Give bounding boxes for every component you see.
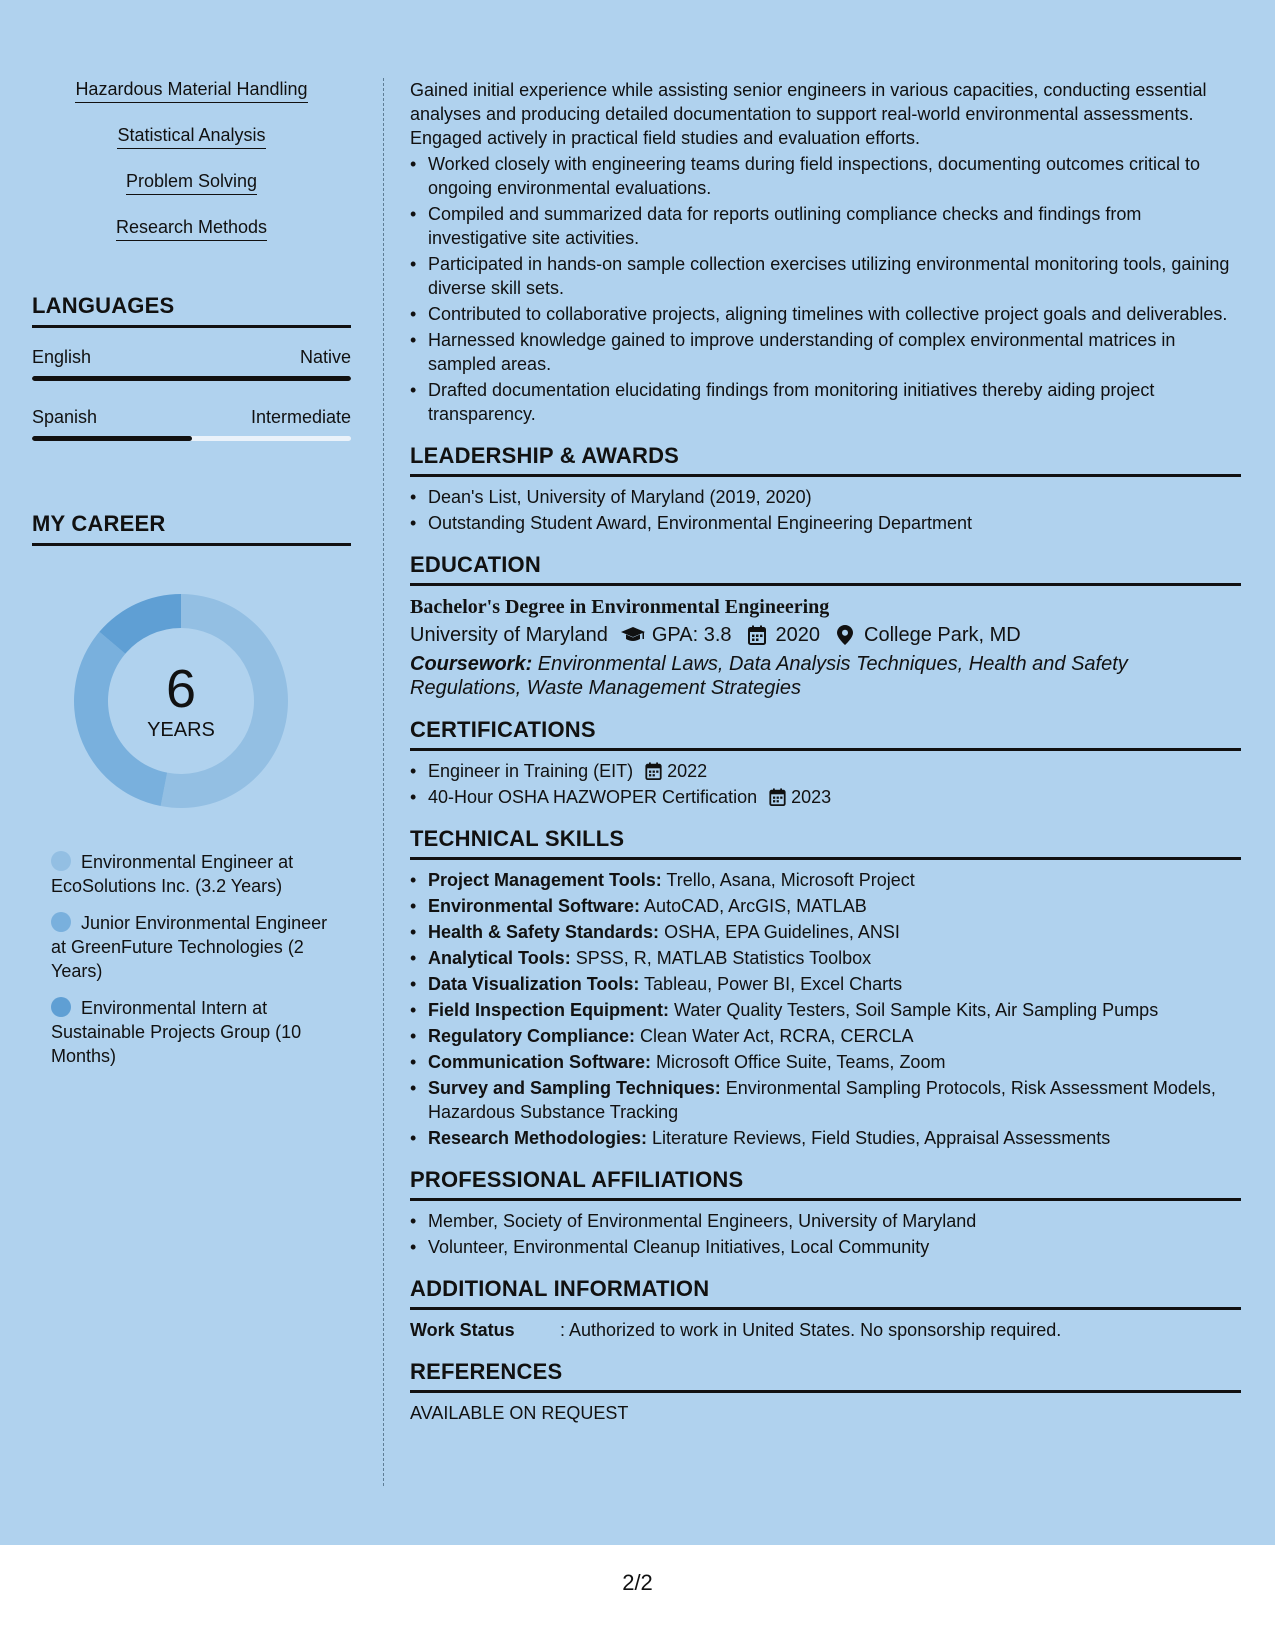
- list-item: • Member, Society of Environmental Engineers, University of Maryland: [410, 1209, 1241, 1233]
- experience-bullets: [410, 152, 1241, 426]
- list-item: [410, 785, 1241, 809]
- list-item: • Worked closely with engineering teams during field inspections, documenting outcomes critical to ongoing environmental evaluations.: [410, 152, 1241, 200]
- list-item: [410, 920, 1241, 944]
- affiliations-heading: PROFESSIONAL AFFILIATIONS: [410, 1166, 1241, 1201]
- list-item: • Compiled and summarized data for reports outlining compliance checks and findings from investigative site activities.: [410, 202, 1241, 250]
- references-heading: REFERENCES: [410, 1358, 1241, 1393]
- leadership-heading: LEADERSHIP & AWARDS: [410, 442, 1241, 477]
- skill-values: Water Quality Testers, Soil Sample Kits, Air Sampling Pumps: [669, 1000, 1159, 1020]
- coursework-text: Environmental Laws, Data Analysis Techniques, Health and Safety Regulations, Waste Management Strategies: [410, 653, 1128, 699]
- career-legend-item: [51, 996, 341, 1068]
- education-year: 2020: [775, 624, 821, 646]
- skill-values: Trello, Asana, Microsoft Project: [661, 870, 915, 890]
- certifications-list: [410, 759, 1241, 809]
- language-item: [32, 407, 351, 441]
- language-proficiency-fill: [32, 436, 192, 441]
- skill-category: Field Inspection Equipment:: [428, 1000, 670, 1020]
- page-footer: [0, 1545, 1275, 1650]
- career-legend-text: Junior Environmental Engineer at GreenFuture Technologies (2 Years): [51, 913, 328, 981]
- donut-center: [66, 586, 296, 816]
- references-text: AVAILABLE ON REQUEST: [410, 1403, 629, 1423]
- certification-name: • 40-Hour OSHA HAZWOPER Certification: [428, 787, 758, 807]
- language-item: [32, 347, 351, 381]
- language-level: Intermediate: [250, 407, 351, 427]
- language-proficiency-fill: [32, 376, 351, 381]
- skill-category: Project Management Tools:: [428, 870, 662, 890]
- skill-category: Data Visualization Tools:: [428, 974, 640, 994]
- experience-summary: Gained initial experience while assisting senior engineers in various capacities, conducting essential analyses and producing detailed documentation to support real-world environmental assessments. Engaged actively in practical field studies and evaluation efforts.: [410, 80, 1207, 148]
- skill-tags: [32, 78, 351, 262]
- education-location: College Park, MD: [864, 624, 1021, 646]
- calendar-icon: [769, 788, 787, 806]
- coursework-label: Coursework:: [410, 653, 533, 675]
- education-degree: Bachelor's Degree in Environmental Engineering: [410, 596, 830, 618]
- technical-skills-list: [410, 868, 1241, 1150]
- location-pin-icon: [832, 625, 858, 645]
- left-column: [32, 78, 351, 1081]
- list-item: • Participated in hands-on sample collection exercises utilizing environmental monitoring tools, gaining diverse skill sets.: [410, 252, 1241, 300]
- skill-values: Environmental Sampling Protocols, Risk Assessment Models, Hazardous Substance Tracking: [428, 1078, 1216, 1122]
- work-status-value: : Authorized to work in United States. No sponsorship required.: [560, 1320, 1062, 1340]
- list-item: [410, 1076, 1241, 1124]
- career-legend-text: Environmental Engineer at EcoSolutions Inc. (3.2 Years): [51, 852, 294, 896]
- work-status-row: [410, 1318, 1241, 1342]
- legend-dot: [51, 997, 71, 1017]
- affiliations-list: [410, 1209, 1241, 1259]
- education-gpa: GPA: 3.8: [651, 624, 732, 646]
- skill-tag: Problem Solving: [126, 170, 257, 195]
- education-school: University of Maryland: [410, 624, 608, 646]
- career-heading: MY CAREER: [32, 511, 351, 546]
- additional-info-heading: ADDITIONAL INFORMATION: [410, 1275, 1241, 1310]
- technical-skills-heading: TECHNICAL SKILLS: [410, 825, 1241, 860]
- skill-category: Communication Software:: [428, 1052, 652, 1072]
- skill-values: OSHA, EPA Guidelines, ANSI: [659, 922, 900, 942]
- skill-category: Health & Safety Standards:: [428, 922, 660, 942]
- skill-values: Clean Water Act, RCRA, CERCLA: [635, 1026, 914, 1046]
- career-donut-chart: [66, 586, 296, 816]
- list-item: • Harnessed knowledge gained to improve understanding of complex environmental matrices in sampled areas.: [410, 328, 1241, 376]
- languages-heading: LANGUAGES: [32, 293, 351, 328]
- certification-year: 2022: [667, 761, 708, 781]
- language-name: Spanish: [32, 407, 98, 427]
- skill-category: Survey and Sampling Techniques:: [428, 1078, 721, 1098]
- career-legend-text: Environmental Intern at Sustainable Projects Group (10 Months): [51, 998, 302, 1066]
- list-item: [410, 1050, 1241, 1074]
- list-item: [410, 998, 1241, 1022]
- language-name: English: [32, 347, 92, 367]
- list-item: [410, 894, 1241, 918]
- career-section: [32, 511, 351, 1068]
- list-item: [410, 1024, 1241, 1048]
- skill-tag: Research Methods: [116, 216, 267, 241]
- skill-category: Analytical Tools:: [428, 948, 571, 968]
- skill-tag: Statistical Analysis: [117, 124, 265, 149]
- work-status-label: Work Status: [410, 1320, 515, 1340]
- skill-category: Regulatory Compliance:: [428, 1026, 636, 1046]
- career-legend-item: [51, 911, 341, 983]
- languages-section: [32, 293, 351, 441]
- skill-values: Literature Reviews, Field Studies, Appraisal Assessments: [647, 1128, 1111, 1148]
- list-item: [410, 759, 1241, 783]
- column-divider: [383, 78, 384, 1486]
- calendar-icon: [744, 625, 770, 645]
- career-legend: [32, 850, 351, 1068]
- language-proficiency-bar: [32, 376, 351, 381]
- skill-values: AutoCAD, ArcGIS, MATLAB: [640, 896, 867, 916]
- education-coursework: [410, 652, 1241, 700]
- list-item: [410, 946, 1241, 970]
- career-years-number: 6: [165, 658, 197, 719]
- skill-category: Environmental Software:: [428, 896, 641, 916]
- list-item: • Dean's List, University of Maryland (2019, 2020): [410, 485, 1241, 509]
- skill-tag: Hazardous Material Handling: [75, 78, 307, 103]
- right-column: [410, 78, 1241, 1425]
- language-proficiency-bar: [32, 436, 351, 441]
- legend-dot: [51, 851, 71, 871]
- certifications-heading: CERTIFICATIONS: [410, 716, 1241, 751]
- certification-year: 2023: [791, 787, 832, 807]
- career-legend-item: [51, 850, 341, 898]
- list-item: [410, 1126, 1241, 1150]
- calendar-icon: [645, 762, 663, 780]
- language-level: Native: [299, 347, 351, 367]
- list-item: [410, 972, 1241, 996]
- education-heading: EDUCATION: [410, 551, 1241, 586]
- skill-values: SPSS, R, MATLAB Statistics Toolbox: [570, 948, 872, 968]
- skill-values: Microsoft Office Suite, Teams, Zoom: [651, 1052, 946, 1072]
- page-number: 2/2: [622, 1570, 653, 1595]
- education-details: [410, 620, 1241, 650]
- graduation-cap-icon: [620, 625, 646, 645]
- list-item: • Volunteer, Environmental Cleanup Initiatives, Local Community: [410, 1235, 1241, 1259]
- legend-dot: [51, 912, 71, 932]
- certification-name: • Engineer in Training (EIT): [428, 761, 634, 781]
- list-item: • Contributed to collaborative projects, aligning timelines with collective project goals and deliverables.: [410, 302, 1241, 326]
- list-item: • Outstanding Student Award, Environmental Engineering Department: [410, 511, 1241, 535]
- career-years-unit: YEARS: [147, 718, 215, 741]
- skill-values: Tableau, Power BI, Excel Charts: [639, 974, 903, 994]
- list-item: [410, 868, 1241, 892]
- skill-category: Research Methodologies:: [428, 1128, 648, 1148]
- list-item: • Drafted documentation elucidating findings from monitoring initiatives thereby aiding project transparency.: [410, 378, 1241, 426]
- leadership-list: [410, 485, 1241, 535]
